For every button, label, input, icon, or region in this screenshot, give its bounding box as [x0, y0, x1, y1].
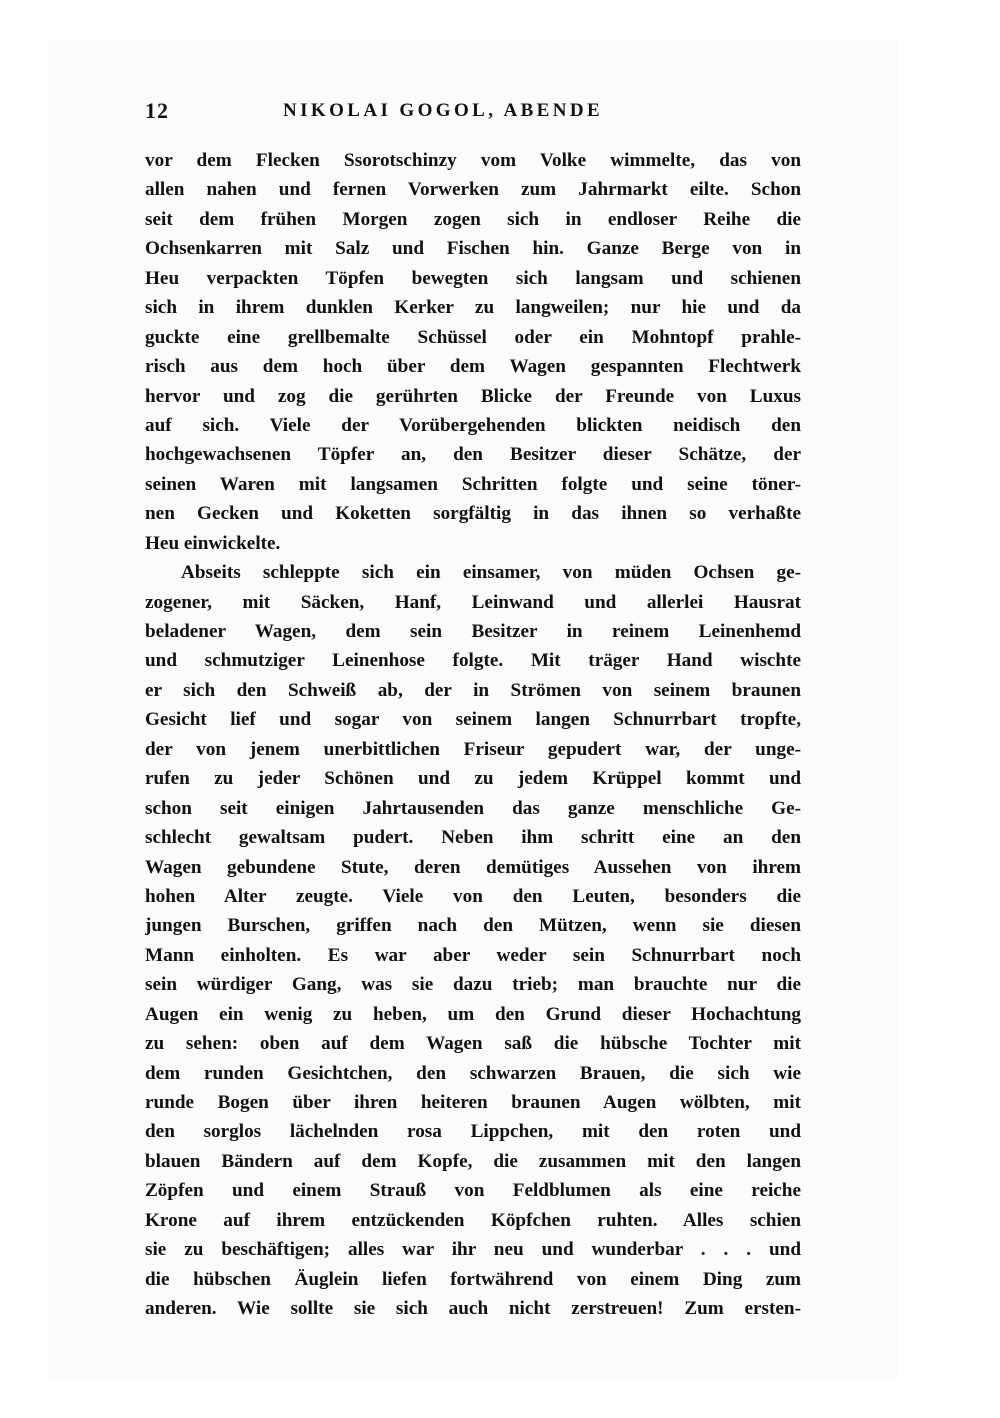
page-header — [145, 98, 805, 132]
text-line: Mann einholten. Es war aber weder sein Schnurrbart noch — [145, 944, 801, 966]
text-line: Heu verpackten Töpfen bewegten sich langsam und schienen — [145, 267, 801, 289]
text-line: schon seit einigen Jahrtausenden das ganze menschliche Ge- — [145, 797, 801, 819]
text-line: nen Gecken und Koketten sorgfältig in das ihnen so verhaßte — [145, 503, 801, 525]
text-line: den sorglos lächelnden rosa Lippchen, mit den roten und — [145, 1121, 801, 1143]
text-line: Krone auf ihrem entzückenden Köpfchen ruhten. Alles schien — [145, 1209, 801, 1231]
text-line: runde Bogen über ihren heiteren braunen Augen wölbten, mit — [145, 1092, 801, 1113]
text-line: jungen Burschen, griffen nach den Mützen, wenn sie diesen — [145, 915, 801, 937]
text-line: seit dem frühen Morgen zogen sich in endloser Reihe die — [145, 208, 801, 230]
text-line: sich in ihrem dunklen Kerker zu langweilen; nur hie und da — [145, 297, 801, 319]
text-line: hervor und zog die gerührten Blicke der Freunde von Luxus — [145, 385, 801, 407]
running-title: NIKOLAI GOGOL, ABENDE — [283, 100, 604, 121]
text-line: anderen. Wie sollte sie sich auch nicht zerstreuen! Zum ersten- — [145, 1298, 801, 1320]
text-line: zogener, mit Säcken, Hanf, Leinwand und allerlei Hausrat — [145, 591, 801, 613]
text-line: rufen zu jeder Schönen und zu jedem Krüppel kommt und — [145, 768, 801, 790]
text-line: hohen Alter zeugte. Viele von den Leuten, besonders die — [145, 885, 801, 907]
page-number: 12 — [145, 98, 169, 123]
text-line: blauen Bändern auf dem Kopfe, die zusammen mit den langen — [145, 1150, 801, 1172]
text-line: vor dem Flecken Ssorotschinzy vom Volke wimmelte, das von — [145, 150, 801, 171]
text-line: Zöpfen und einem Strauß von Feldblumen als eine reiche — [145, 1180, 801, 1202]
text-line: schlecht gewaltsam pudert. Neben ihm schritt eine an den — [145, 827, 801, 849]
text-line: sie zu beschäftigen; alles war ihr neu und wunderbar . . . und — [145, 1239, 801, 1261]
text-line: beladener Wagen, dem sein Besitzer in reinem Leinenhemd — [145, 621, 801, 642]
text-line: allen nahen und fernen Vorwerken zum Jahrmarkt eilte. Schon — [145, 179, 801, 201]
text-line: der von jenem unerbittlichen Friseur gepudert war, der unge- — [145, 738, 801, 760]
body-text — [145, 146, 801, 1324]
text-line: Augen ein wenig zu heben, um den Grund dieser Hochachtung — [145, 1003, 801, 1025]
paragraph-start-line: Abseits schleppte sich ein einsamer, von müden Ochsen ge- — [181, 562, 801, 584]
text-line: Wagen gebundene Stute, deren demütiges Aussehen von ihrem — [145, 856, 801, 878]
text-line: die hübschen Äuglein liefen fortwährend von einem Ding zum — [145, 1268, 801, 1290]
text-line: zu sehen: oben auf dem Wagen saß die hübsche Tochter mit — [145, 1033, 801, 1055]
text-line: Gesicht lief und sogar von seinem langen Schnurrbart tropfte, — [145, 709, 801, 731]
text-line: risch aus dem hoch über dem Wagen gespannten Flechtwerk — [145, 356, 801, 378]
text-line: hochgewachsenen Töpfer an, den Besitzer dieser Schätze, der — [145, 444, 801, 466]
text-line: seinen Waren mit langsamen Schritten folgte und seine töner- — [145, 473, 801, 495]
text-line: Heu einwickelte. — [145, 532, 281, 554]
text-line: er sich den Schweiß ab, der in Strömen von seinem braunen — [145, 679, 801, 701]
text-line: guckte eine grellbemalte Schüssel oder ein Mohntopf prahle- — [145, 326, 801, 348]
text-line: sein würdiger Gang, was sie dazu trieb; man brauchte nur die — [145, 974, 801, 996]
text-line: und schmutziger Leinenhose folgte. Mit träger Hand wischte — [145, 650, 801, 672]
text-line: dem runden Gesichtchen, den schwarzen Brauen, die sich wie — [145, 1062, 801, 1084]
text-line: Ochsenkarren mit Salz und Fischen hin. Ganze Berge von in — [145, 238, 801, 260]
text-line: auf sich. Viele der Vorübergehenden blickten neidisch den — [145, 414, 801, 436]
